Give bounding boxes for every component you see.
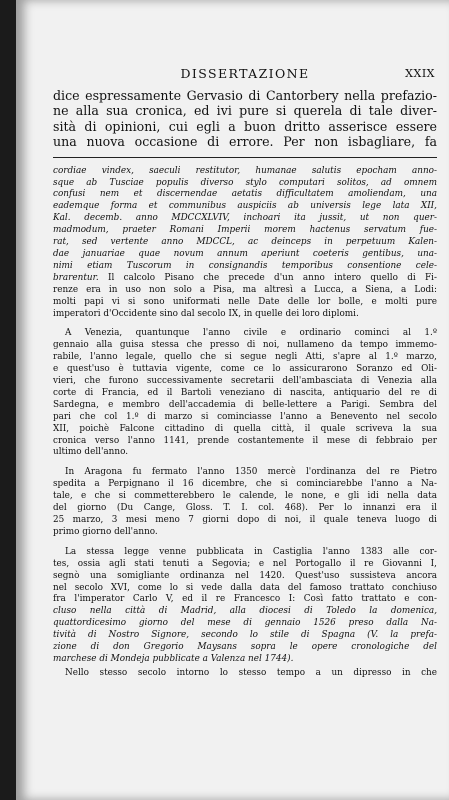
latin-quote-line: sque ab Tusciae populis diverso stylo computari solitos, ad omnem (53, 177, 437, 188)
note-line: nel secolo XVI, come lo si vede dalla data del famoso trattato conchiuso (53, 582, 437, 593)
latin-quote-line: dae januariae quae novum annum aperiunt coeteris gentibus, una- (53, 248, 437, 259)
text-line: ne alla sua cronica, ed ivi pure si querela di tale diver- (53, 103, 437, 119)
note-line: XII, poichè Falcone cittadino di quella città, il quale scriveva la sua (53, 423, 437, 434)
note-line: cluso nella città di Madrid, alla diocesi di Toledo la domenica, (53, 606, 437, 617)
pisa-note-start: Il calcolo Pisano che precede d'un anno intero quello di Fi- (98, 272, 437, 283)
note-line: ultimo dell'anno. (53, 447, 129, 458)
note-line: gennaio alla guisa stessa che presso di noi, nullameno da tempo immemo- (53, 340, 437, 351)
note-line: quattordicesimo giorno del mese di gennaio 1526 preso dalla Na- (53, 618, 437, 629)
note-line: zione di don Gregorio Maysans sopra le opere cronologiche del (53, 642, 437, 653)
running-title: DISSERTAZIONE (180, 66, 310, 81)
latin-quote-end: brarentur. (53, 272, 99, 283)
page-number: XXIX (405, 67, 435, 80)
note-line: molti papi vi si sono uniformati nelle Date delle lor bolle, e molti pure (53, 296, 437, 307)
note-line: Nello stesso secolo intorno lo stesso tempo a un dipresso in che (65, 667, 437, 678)
text-line: una nuova occasione di errore. Per non isbagliare, fa (53, 134, 437, 150)
note-line: pari che col 1.º di marzo si cominciasse l'anno a Benevento nel secolo (53, 411, 437, 422)
latin-quote-line: madmodum, praeter Romani Imperii morem hactenus servatum fue- (53, 225, 437, 236)
note-line: e quest'uso è tuttavia vigente, come ce lo assicurarono Soranzo ed Oli- (53, 364, 437, 375)
note-line: A Venezia, quantunque l'anno civile e ordinario cominci al 1.º (65, 328, 437, 339)
book-page (16, 0, 449, 800)
latin-quote-line: rat, sed vertente anno MDCCL, ac deinceps in perpetuum Kalen- (53, 237, 437, 248)
note-line: vieri, che furono successivamente secretarii dell'ambasciata di Venezia alla (53, 376, 437, 387)
note-line: Sardegna, e membro dell'accademia di belle-lettere a Parigi. Sembra del (53, 399, 437, 410)
note-line: renze era in uso non solo a Pisa, ma altresì a Lucca, a Siena, a Lodi: (53, 284, 437, 295)
running-header (53, 66, 437, 82)
main-text (53, 88, 437, 150)
note-line: segnò una somigliante ordinanza nel 1420. Quest'uso sussisteva ancora (53, 570, 437, 581)
note-line: tale, e che si commetterebbero le calende, le none, e gli idi nella data (53, 491, 437, 502)
note-line: cronica verso l'anno 1141, prende costantemente il mese di febbraio per (53, 435, 437, 446)
note-line: imperatori d'Occidente sino dal secolo IX, in quelle dei loro diplomi. (53, 308, 359, 319)
note-line: fra l'imperator Carlo V, ed il re Francesco I: Così fatto trattato e con- (53, 594, 437, 605)
latin-quote-line: confusi nem et discernendae aetatis difficultatem amoliendam, una (53, 189, 437, 200)
note-line: rabile, l'anno legale, quello che si segue negli Atti, s'apre al 1.º marzo, (53, 352, 437, 363)
note-line (53, 273, 437, 285)
note-line: tes, ossia agli stati tenuti a Segovia; e nel Portogallo il re Giovanni I, (53, 558, 437, 569)
note-line: In Aragona fu fermato l'anno 1350 mercè l'ordinanza del re Pietro (65, 467, 437, 478)
note-line: corte di Francia, ed il Bartoli veneziano di nascita, antiquario del re di (53, 387, 437, 398)
note-line: spedita a Perpignano il 16 dicembre, che si cominciarebbe l'anno a Na- (53, 479, 437, 490)
latin-quote-line: Kal. decemb. anno MDCCXLVIV, inchoari ita jussit, ut non quer- (53, 213, 437, 224)
note-line: tività di Nostro Signore, secondo lo stile di Spagna (V. la prefa- (53, 630, 437, 641)
text-line: dice espressamente Gervasio di Cantorbery nella prefazio- (53, 88, 437, 103)
text-line: sità di opinioni, cui egli a buon dritto asserisce essere (53, 118, 437, 134)
footnotes (53, 166, 437, 680)
note-line: primo giorno dell'anno. (53, 526, 158, 537)
note-line: 25 marzo, 3 mesi meno 7 giorni dopo di noi, il quale teneva luogo di (53, 515, 437, 525)
note-line: marchese di Mondeja pubblicate a Valenza nel 1744). (53, 653, 294, 664)
latin-quote-line: cordiae vindex, saeculi restitutor, humanae salutis epocham anno- (53, 165, 437, 176)
page-content (53, 66, 437, 680)
latin-quote-line: nimi etiam Tuscorum in consignandis temporibus consentione cele- (53, 260, 437, 271)
note-line: La stessa legge venne pubblicata in Castiglia l'anno 1383 alle cor- (65, 546, 437, 557)
footnote-separator (53, 157, 437, 158)
latin-quote-line: eademque forma et communibus auspiciis ab universis lege lata XII, (53, 201, 437, 212)
note-line: del giorno (Du Cange, Gloss. T. I. col. 468). Per lo innanzi era il (53, 503, 437, 514)
